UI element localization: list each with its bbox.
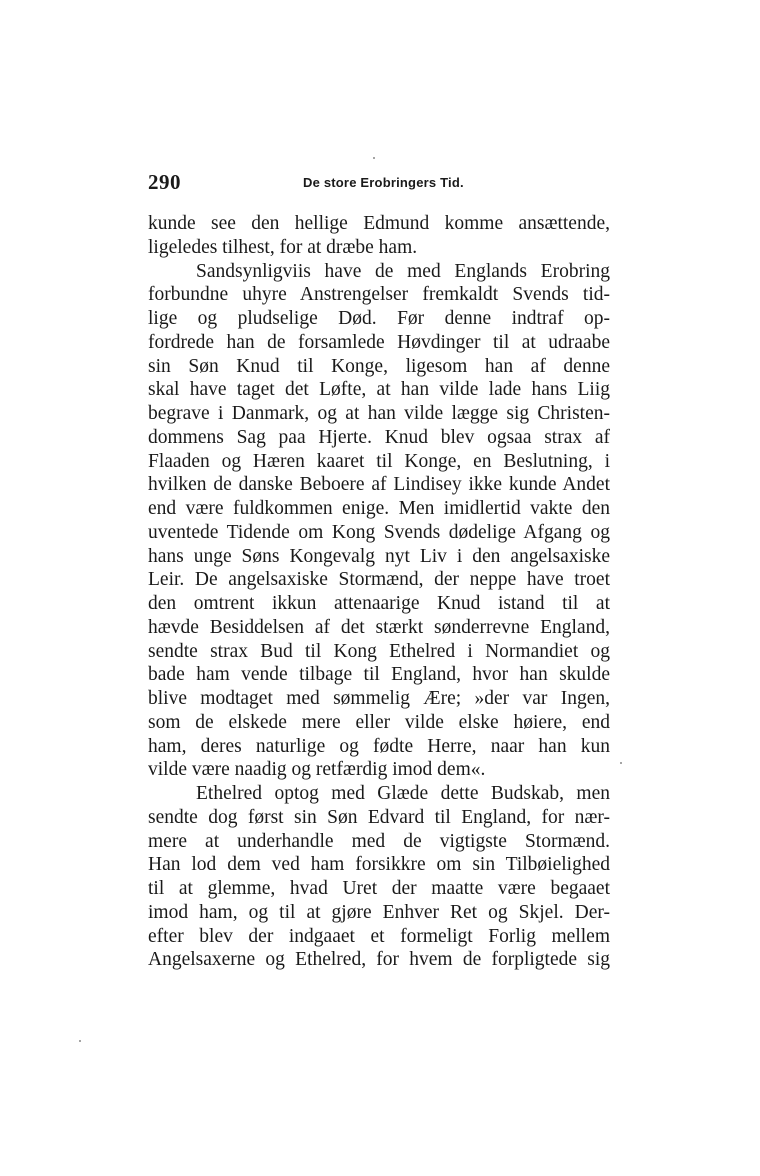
paragraph <box>148 260 610 783</box>
speck-mark <box>620 762 622 764</box>
speck-mark <box>79 1040 81 1042</box>
text-line: Ethelred optog med Glæde dette Budskab, men <box>196 783 610 804</box>
text-line: efter blev der indgaaet et formeligt Forlig mellem <box>148 925 610 947</box>
text-line: den omtrent ikkun attenaarige Knud istand til at <box>148 593 610 614</box>
text-line: Leir. De angelsaxiske Stormænd, der neppe have troet <box>148 569 610 591</box>
running-title: De store Erobringers Tid. <box>303 175 464 190</box>
text-line: Angelsaxerne og Ethelred, for hvem de forpligtede sig <box>148 949 610 971</box>
text-line: hvilken de danske Beboere af Lindisey ikke kunde Andet <box>148 474 610 496</box>
text-line: til at glemme, hvad Uret der maatte være begaaet <box>148 878 610 899</box>
text-line: sendte strax Bud til Kong Ethelred i Normandiet og <box>148 640 610 662</box>
text-line: kunde see den hellige Edmund komme ansættende, <box>148 213 610 234</box>
text-line: imod ham, og til at gjøre Enhver Ret og Skjel. Der- <box>148 901 610 923</box>
page-header <box>148 170 610 196</box>
text-line: begrave i Danmark, og at han vilde lægge sig Christen- <box>148 403 610 424</box>
text-line: forbundne uhyre Anstrengelser fremkaldt Svends tid- <box>148 284 610 306</box>
text-line: hans unge Søns Kongevalg nyt Liv i den angelsaxiske <box>148 545 610 567</box>
text-line: hævde Besiddelsen af det stærkt sønderrevne England, <box>148 616 610 638</box>
text-line: bade ham vende tilbage til England, hvor han skulde <box>148 664 610 686</box>
text-line: end være fuldkommen enige. Men imidlertid vakte den <box>148 498 610 519</box>
text-line: ligeledes tilhest, for at dræbe ham. <box>148 236 418 258</box>
paragraph <box>148 212 610 260</box>
text-line: Han lod dem ved ham forsikkre om sin Tilbøielighed <box>148 854 610 876</box>
paragraph <box>148 782 610 972</box>
text-line: mere at underhandle med de vigtigste Stormænd. <box>148 830 610 852</box>
speck-mark <box>373 157 375 159</box>
body-text <box>148 212 610 972</box>
text-line: ham, deres naturlige og fødte Herre, naar han kun <box>148 735 610 757</box>
text-line: sendte dog først sin Søn Edvard til England, for nær- <box>148 806 610 828</box>
text-line: uventede Tidende om Kong Svends dødelige Afgang og <box>148 521 610 543</box>
text-line: lige og pludselige Død. Før denne indtraf op- <box>148 308 610 329</box>
text-line: vilde være naadig og retfærdig imod dem«. <box>148 759 486 781</box>
text-line: skal have taget det Løfte, at han vilde lade hans Liig <box>148 379 610 401</box>
page-number: 290 <box>148 170 181 194</box>
text-line: dommens Sag paa Hjerte. Knud blev ogsaa strax af <box>148 426 610 448</box>
text-line: blive modtaget med sømmelig Ære; »der var Ingen, <box>148 688 610 709</box>
text-line: Sandsynligviis have de med Englands Erobring <box>196 260 610 282</box>
text-line: som de elskede mere eller vilde elske høiere, end <box>148 711 610 733</box>
text-line: Flaaden og Hæren kaaret til Konge, en Beslutning, i <box>148 450 610 472</box>
text-line: sin Søn Knud til Konge, ligesom han af denne <box>148 355 610 377</box>
text-line: fordrede han de forsamlede Høvdinger til at udraabe <box>148 331 610 353</box>
